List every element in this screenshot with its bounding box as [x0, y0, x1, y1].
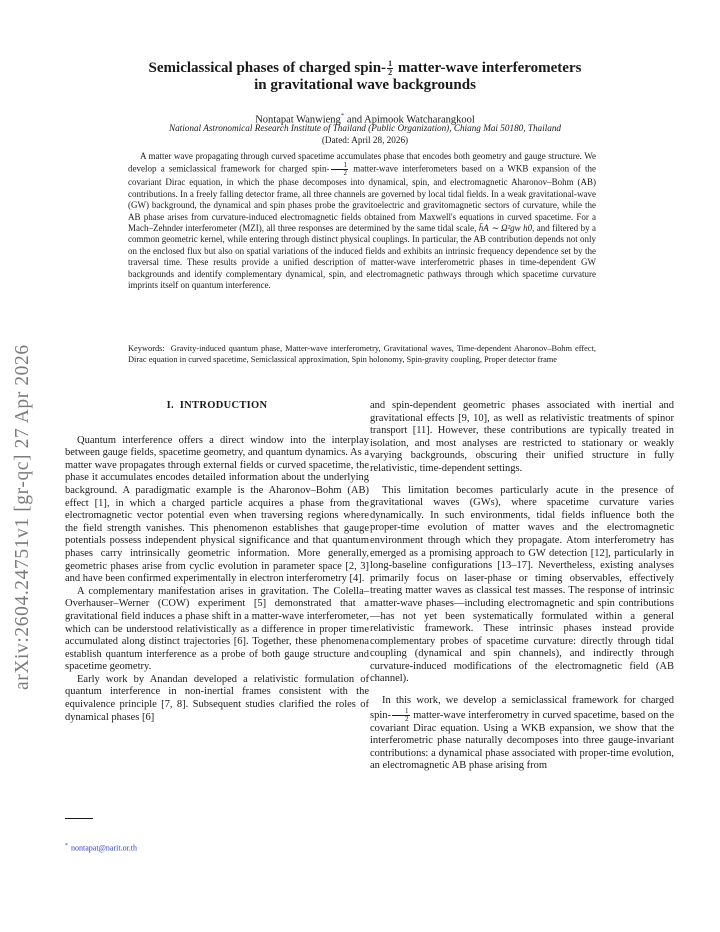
- footnote: [65, 841, 137, 854]
- title-line-2: in gravitational wave backgrounds: [254, 77, 476, 94]
- body-paragraph: Quantum interference offers a direct window into the interplay between gauge fields, spacetime geometry, and quantum dynamics. As a matter wave propagates through external fields or curved spacetime, the phase it accumulates encodes detailed information about the underlying background. A paradigmatic example is the Aharonov–Bohm (AB) effect [1], in which a charged particle acquires a phase from the electromagnetic vector potential even when traversing regions where the field strength vanishes. This phenomenon establishes that gauge potentials possess independent physical significance and that quantum phases carry intrinsically geometric information. More generally, geometric phases arise from cyclic evolution in parameter space [2, 3] and have been confirmed experimentally in electron interferometry [4].: [65, 434, 369, 585]
- author-name: Nontapat Wanwieng: [255, 114, 341, 126]
- keywords-label: Keywords:: [128, 344, 165, 353]
- author-name: and Apimook Watcharangkool: [344, 114, 475, 126]
- right-column: [370, 400, 674, 773]
- section-heading: I. INTRODUCTION: [166, 400, 268, 411]
- fraction-one-half: $\frac{1}{2}$: [388, 59, 393, 78]
- body-paragraph: and spin-dependent geometric phases associated with inertial and gravitational effects [9, 10], as well as relativistic treatments of spinor transport [11]. However, these contributions are typically treated in isolation, and most analyses are restricted to stationary or weakly varying backgrounds, obscuring their unified structure in fully relativistic, time-dependent settings.: [370, 400, 674, 474]
- keywords-text: Gravity-induced quantum phase, Matter-wave interferometry, Gravitational waves, Time-dependent Aharonov–Bohm effect, Dirac equation in curved spacetime, Semiclassical approximation, Spin holonomy, Spin-gravity coupling, Proper detector frame: [128, 344, 596, 364]
- fraction-one-half: $\frac{1}{2}$: [392, 708, 410, 723]
- arxiv-identifier-stamp: arXiv:2604.24751v1 [gr-qc] 27 Apr 2026: [12, 344, 33, 690]
- title-text: Semiclassical phases of charged spin-: [148, 60, 387, 76]
- title-text: matter-wave interferometers: [394, 60, 582, 76]
- fraction-one-half: $\frac{1}{2}$: [331, 162, 349, 177]
- body-paragraph: In this work, we develop a semiclassical framework for charged spin- $\frac{1}{2}$ matter-wave interferometry in curved spacetime, based on the covariant Dirac equation. Using a WKB expansion, we show that the interferometric phase naturally decomposes into three gauge-invariant contributions: a dynamical phase associated with proper-time evolution, an electromagnetic AB phase arising from: [370, 695, 674, 772]
- footnote-divider: [65, 818, 93, 819]
- body-paragraph: This limitation becomes particularly acute in the presence of gravitational waves (GWs), where spacetime curvature varies dynamically. In such environments, tidal fields influence both the proper-time evolution of matter waves and the electromagnetic environment through which they propagate. Atom interferometry has emerged as a promising approach to GW detection [12], particularly in long-baseline configurations [13–17]. Nevertheless, existing analyses primarily focus on laser-phase or timing observables, effectively treating matter waves as classical test masses. The response of intrinsic matter-wave phases—including electromagnetic and spin contributions—has not yet been systematically formulated within a general relativistic framework. These intrinsic phases instead provide complementary probes of spacetime curvature: directly through tidal coupling (dynamical and spin channels), and indirectly through curvature-induced modifications of the electromagnetic field (AB channel).: [370, 484, 674, 685]
- paper-title: [100, 60, 630, 94]
- abstract: A matter wave propagating through curved spacetime accumulates phase that encodes both geometry and gauge structure. We develop a semiclassical framework for charged spin- $\frac{1}{2}$ matter-wave interferometers based on a WKB expansion of the covariant Dirac equation, in which the phase decomposes into dynamical, spin, and electromagnetic Aharonov–Bohm (AB) contributions. In a freely falling detector frame, all three channels are governed by local tidal fields. In a weak gravitational-wave (GW) background, the dynamical and spin phases probe the gravitoelectric and gravitomagnetic sectors of curvature, while the AB phase arises from curvature-induced electromagnetic fields obtained from Maxwell's equations in curved spacetime. For a Mach–Zehnder interferometer (MZI), all three responses are determined by the same tidal scale, h̄A ∼ Ω²gw h0, and filtered by a common geometric kernel, while entering through distinct physical couplings. In particular, the AB contribution depends not only on the enclosed flux but also on spatial variations of the induced fields and exhibits an intrinsic frequency dependence set by the traversal time. These results provide a unified description of matter-wave interferometric phases in time-dependent GW backgrounds and identify complementary dynamical, spin, and electromagnetic pathways through which spacetime curvature imprints itself on quantum interference.: [128, 151, 596, 291]
- date-line: (Dated: April 28, 2026): [321, 135, 409, 145]
- keywords: [128, 344, 596, 365]
- affiliation: National Astronomical Research Institute of Thailand (Public Organization), Chiang Mai 50180, Thailand: [168, 123, 562, 133]
- footnote-email-link[interactable]: nontapat@narit.or.th: [71, 843, 138, 853]
- author-footnote-link[interactable]: *: [340, 112, 345, 120]
- tidal-scale-formula: h̄A ∼ Ω²gw h0: [478, 223, 533, 234]
- left-column: [65, 400, 369, 724]
- body-paragraph: Early work by Anandan developed a relativistic formulation of quantum interference in non-inertial frames consistent with the equivalence principle [7, 8]. Subsequent studies clarified the roles of dynamical phases [6]: [65, 673, 369, 723]
- footnote-mark: *: [65, 843, 68, 849]
- body-paragraph: A complementary manifestation arises in gravitation. The Colella–Overhauser–Werner (COW) experiment [5] demonstrated that a gravitational field induces a phase shift in a matter-wave interferometer, which can be understood relativistically as a difference in proper time accumulated along distinct trajectories [6]. Together, these phenomena establish quantum interference as a probe of both gauge structure and spacetime geometry.: [65, 585, 369, 673]
